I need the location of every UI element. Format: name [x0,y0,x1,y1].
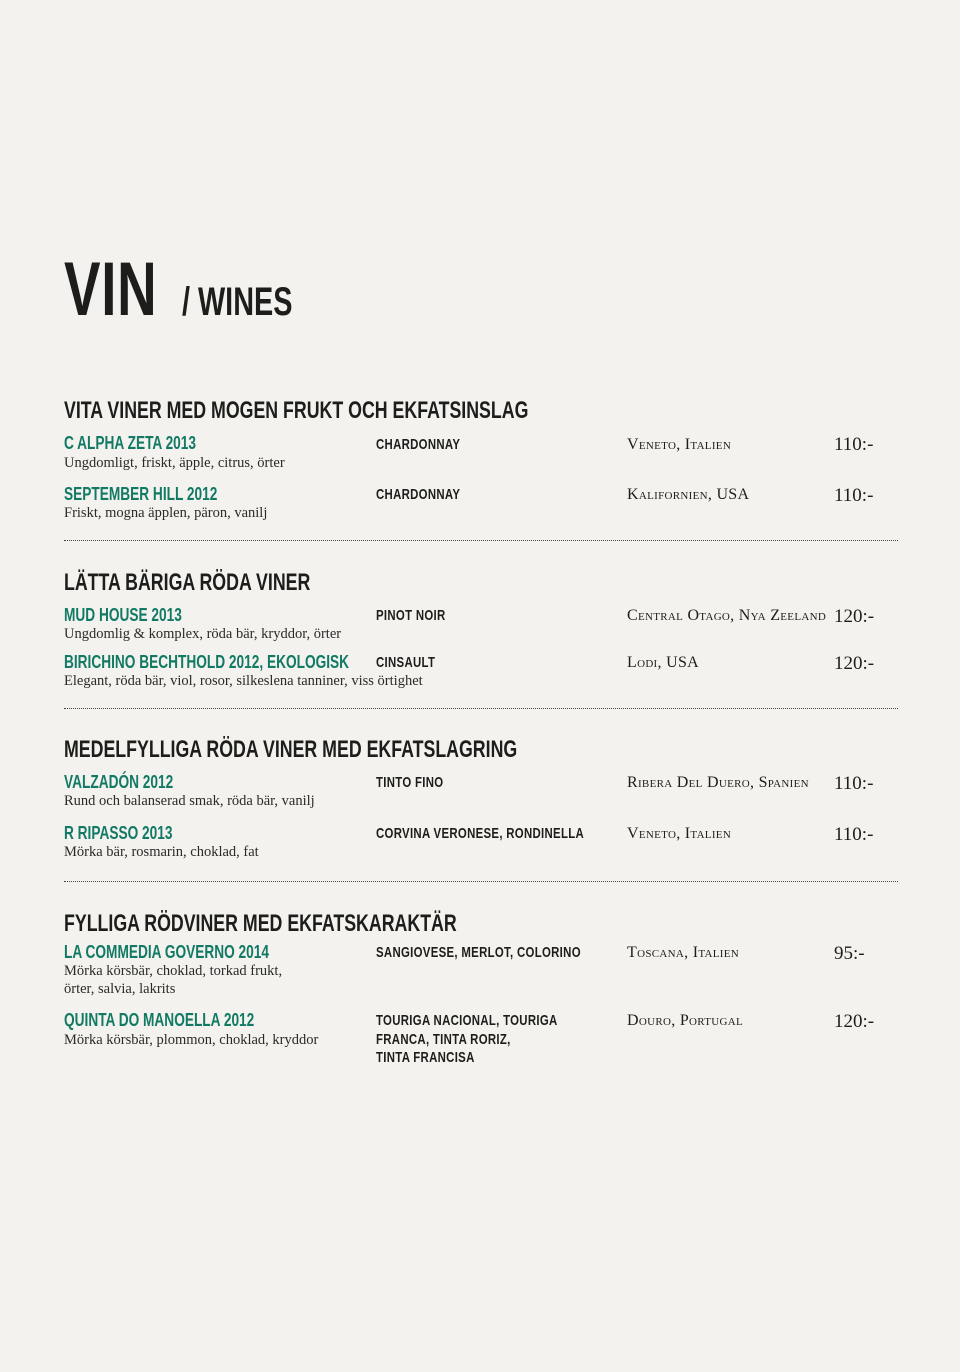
wine-price: 120:- [834,653,875,674]
menu-title [64,247,293,332]
section-divider [64,881,898,882]
wine-price: 110:- [834,434,874,455]
wine-grape: SANGIOVESE, MERLOT, COLORINO [376,944,581,961]
wine-grape: CHARDONNAY [376,436,461,453]
wine-grape: TOURIGA NACIONAL, TOURIGA [376,1012,558,1029]
section-title-light-red-wines: LÄTTA BÄRIGA RÖDA VINER [64,569,311,596]
wine-name: BIRICHINO BECHTHOLD 2012, EKOLOGISK [64,652,350,672]
wine-grape: TINTO FINO [376,774,444,791]
wine-description: Mörka körsbär, plommon, choklad, kryddor [64,1032,319,1048]
wine-region: Toscana, Italien [627,944,739,961]
wine-price: 110:- [834,824,874,845]
wine-price: 120:- [834,1011,875,1032]
wine-grape: CHARDONNAY [376,486,461,503]
wine-name: MUD HOUSE 2013 [64,605,182,625]
wine-price: 95:- [834,943,865,964]
section-divider [64,708,898,709]
page-title: VIN [64,247,158,332]
wine-price: 120:- [834,606,875,627]
wine-description: Mörka körsbär, choklad, torkad frukt, [64,963,283,979]
wine-region: Kalifornien, USA [627,486,750,503]
wine-name: VALZADÓN 2012 [64,772,174,792]
wine-grape: CINSAULT [376,654,436,671]
wine-description: örter, salvia, lakrits [64,981,176,997]
wine-description: Elegant, röda bär, viol, rosor, silkeslena tanniner, viss örtighet [64,673,423,689]
wine-name: R RIPASSO 2013 [64,823,173,843]
wine-name: LA COMMEDIA GOVERNO 2014 [64,942,269,962]
wine-grape: TINTA FRANCISA [376,1049,475,1066]
section-title-white-wines: VITA VINER MED MOGEN FRUKT OCH EKFATSINSLAG [64,397,529,424]
section-title-medium-red-wines: MEDELFYLLIGA RÖDA VINER MED EKFATSLAGRING [64,736,518,763]
wine-name: SEPTEMBER HILL 2012 [64,484,218,504]
wine-grape: FRANCA, TINTA RORIZ, [376,1031,511,1048]
page-subtitle: / WINES [182,280,293,324]
wine-region: Central Otago, Nya Zeeland [627,607,827,624]
wine-description: Ungdomlig & komplex, röda bär, kryddor, örter [64,626,342,642]
section-title-full-red-wines: FYLLIGA RÖDVINER MED EKFATSKARAKTÄR [64,910,457,937]
wine-region: Ribera Del Duero, Spanien [627,774,809,791]
wine-name: QUINTA DO MANOELLA 2012 [64,1010,255,1030]
wine-grape: CORVINA VERONESE, RONDINELLA [376,825,585,842]
section-divider [64,540,898,541]
wine-name: C ALPHA ZETA 2013 [64,433,197,453]
wine-region: Douro, Portugal [627,1012,744,1029]
wine-price: 110:- [834,773,874,794]
wine-region: Lodi, USA [627,654,700,671]
wine-region: Veneto, Italien [627,436,732,453]
wine-description: Friskt, mogna äpplen, päron, vanilj [64,505,268,521]
wine-description: Rund och balanserad smak, röda bär, vanilj [64,793,315,809]
wine-description: Ungdomligt, friskt, äpple, citrus, örter [64,455,285,471]
wine-price: 110:- [834,485,874,506]
wine-region: Veneto, Italien [627,825,732,842]
wine-grape: PINOT NOIR [376,607,446,624]
wine-description: Mörka bär, rosmarin, choklad, fat [64,844,259,860]
